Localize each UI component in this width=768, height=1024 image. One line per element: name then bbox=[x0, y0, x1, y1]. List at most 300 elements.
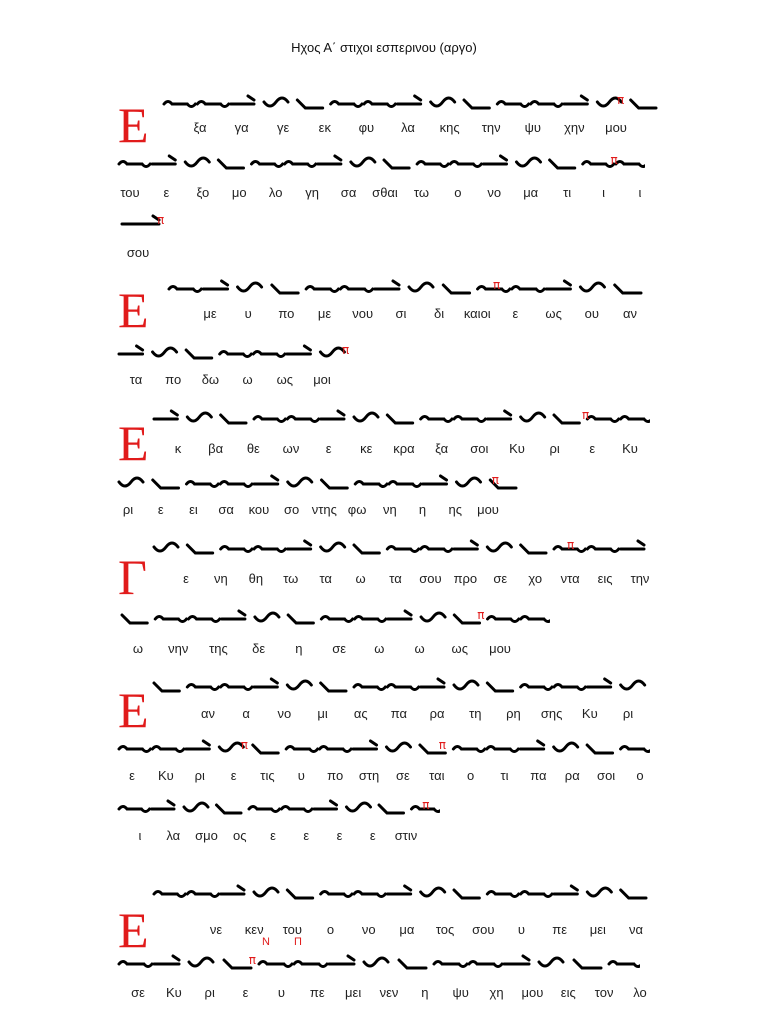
neume-mark bbox=[464, 100, 489, 108]
neume-mark bbox=[443, 285, 469, 293]
neume-mark bbox=[554, 886, 577, 894]
lyric-syllable: δι bbox=[434, 306, 445, 321]
neume-mark bbox=[421, 888, 445, 896]
lyric-syllable: στη bbox=[358, 768, 380, 783]
neume-mark bbox=[221, 886, 244, 894]
neume-mark bbox=[306, 287, 338, 292]
lyric-syllable: ω bbox=[242, 372, 253, 387]
neume-mark bbox=[539, 958, 563, 966]
lyric-syllable: ο bbox=[636, 768, 644, 783]
lyric-syllable: μου bbox=[489, 641, 511, 656]
lyric-syllable: ψυ bbox=[524, 120, 541, 135]
lyric-syllable: νο bbox=[487, 185, 502, 200]
neume-mark bbox=[364, 958, 388, 966]
lyric-syllable: σε bbox=[131, 985, 145, 1000]
lyric-syllable: σου bbox=[126, 245, 150, 260]
neume-mark bbox=[488, 617, 519, 622]
lyric-syllable: λο bbox=[633, 985, 647, 1000]
neume-mark bbox=[354, 545, 379, 553]
lyric-syllable: εις bbox=[560, 985, 576, 1000]
lyric-syllable: ε bbox=[512, 306, 519, 321]
martyria-pi: π bbox=[491, 473, 499, 487]
neume-mark bbox=[387, 685, 418, 690]
neume-mark bbox=[186, 350, 212, 358]
neume-mark bbox=[294, 962, 327, 967]
lyric-syllable: ρι bbox=[549, 441, 560, 456]
neume-mark bbox=[297, 100, 322, 108]
neume-mark bbox=[122, 216, 159, 224]
neume-mark bbox=[454, 615, 479, 623]
lyric-syllable: μει bbox=[345, 985, 362, 1000]
neume-mark bbox=[421, 679, 444, 687]
lyric-syllable: τα bbox=[129, 372, 143, 387]
neume-mark bbox=[154, 956, 179, 964]
lyric-syllable: εις bbox=[597, 571, 613, 586]
martyria-pi: π bbox=[610, 153, 618, 167]
lyric-syllable: φυ bbox=[358, 120, 375, 135]
neume-mark bbox=[431, 98, 455, 106]
neume-row bbox=[115, 735, 650, 765]
neume-mark bbox=[255, 613, 279, 621]
neume-mark bbox=[347, 803, 371, 811]
lyric-syllable: να bbox=[628, 922, 644, 937]
neume-mark bbox=[231, 96, 254, 104]
neume-mark bbox=[222, 611, 245, 619]
lyric-syllable: νεν bbox=[379, 985, 399, 1000]
lyric-syllable: κρα bbox=[393, 441, 415, 456]
neume-mark bbox=[197, 102, 228, 107]
neume-mark bbox=[314, 801, 337, 809]
neume-mark bbox=[546, 281, 570, 289]
lyric-syllable: τον bbox=[594, 985, 614, 1000]
lyric-syllable: νο bbox=[361, 922, 376, 937]
lyric-syllable: γε bbox=[277, 120, 290, 135]
neume-mark bbox=[320, 747, 351, 752]
neume-mark bbox=[583, 162, 614, 167]
neume-mark bbox=[184, 803, 208, 811]
lyric-syllable: υ bbox=[244, 306, 252, 321]
lyric-syllable: ι bbox=[138, 828, 142, 843]
lyric-syllable: ξα bbox=[435, 441, 449, 456]
neume-mark bbox=[434, 962, 467, 967]
neume-mark bbox=[119, 747, 150, 752]
lyric-syllable: Κυ bbox=[622, 441, 638, 456]
lyric-syllable: λα bbox=[166, 828, 181, 843]
neume-mark bbox=[504, 956, 529, 964]
lyric-syllable: της bbox=[209, 641, 228, 656]
lyric-syllable: μου bbox=[605, 120, 627, 135]
neume-mark bbox=[217, 805, 242, 813]
neume-row bbox=[165, 275, 645, 305]
neume-mark bbox=[550, 160, 575, 168]
drop-capital: Ε bbox=[118, 97, 149, 153]
neume-mark bbox=[574, 960, 601, 968]
neume-mark bbox=[285, 162, 316, 167]
martyria-pi: π bbox=[248, 953, 256, 967]
neume-mark bbox=[564, 96, 587, 104]
neume-mark bbox=[254, 476, 278, 484]
neume-mark bbox=[609, 962, 640, 967]
lyric-syllable: ρα bbox=[429, 706, 445, 721]
neume-mark bbox=[287, 417, 318, 422]
lyric-syllable: πο bbox=[165, 372, 182, 387]
neume-mark bbox=[487, 683, 512, 691]
neume-mark bbox=[621, 681, 645, 689]
neume-mark bbox=[354, 685, 385, 690]
neume-mark bbox=[554, 685, 585, 690]
lyric-syllable: τω bbox=[413, 185, 429, 200]
lyric-syllable: ε bbox=[242, 985, 249, 1000]
neume-mark bbox=[521, 545, 546, 553]
neume-mark bbox=[321, 543, 345, 551]
lyric-syllable: μι bbox=[317, 706, 328, 721]
neume-mark bbox=[186, 741, 209, 749]
lyric-syllable: α bbox=[242, 706, 250, 721]
lyric-syllable: ρι bbox=[194, 768, 205, 783]
neume-row bbox=[150, 673, 650, 703]
lyric-syllable: υ bbox=[297, 768, 305, 783]
neume-mark bbox=[185, 158, 209, 166]
lyric-syllable: μου bbox=[521, 985, 544, 1000]
lyric-syllable: του bbox=[282, 922, 303, 937]
lyric-syllable: μα bbox=[399, 922, 415, 937]
neume-mark bbox=[220, 482, 252, 487]
lyric-syllable: ο bbox=[467, 768, 475, 783]
lyric-syllable: νη bbox=[382, 502, 397, 517]
neume-mark bbox=[254, 417, 285, 422]
neume-mark bbox=[454, 541, 477, 549]
lyric-syllable: σα bbox=[218, 502, 234, 517]
neume-row bbox=[150, 405, 650, 435]
neume-mark bbox=[387, 415, 412, 423]
neume-mark bbox=[621, 541, 644, 549]
neume-mark bbox=[387, 886, 410, 894]
neume-mark bbox=[288, 615, 313, 623]
lyric-syllable: νη bbox=[214, 571, 228, 586]
neume-mark bbox=[521, 685, 552, 690]
lyric-syllable: χο bbox=[528, 571, 543, 586]
neume-mark bbox=[554, 743, 578, 751]
neume-mark bbox=[122, 615, 147, 623]
lyric-syllable: νου bbox=[352, 306, 374, 321]
lyric-syllable: ε bbox=[157, 502, 164, 517]
neume-mark bbox=[399, 960, 426, 968]
lyric-syllable: τι bbox=[563, 185, 572, 200]
lyric-syllable: ι bbox=[602, 185, 606, 200]
neume-mark bbox=[520, 741, 543, 749]
lyric-syllable: προ bbox=[453, 571, 478, 586]
lyric-syllable: ας bbox=[353, 706, 368, 721]
lyric-syllable: κ bbox=[174, 441, 182, 456]
lyric-syllable: την bbox=[630, 571, 650, 586]
lyric-syllable: σα bbox=[340, 185, 357, 200]
lyric-syllable: λο bbox=[268, 185, 283, 200]
martyria-pi: π bbox=[240, 738, 248, 752]
lyric-syllable: ο bbox=[326, 922, 335, 937]
neume-mark bbox=[409, 283, 433, 291]
neume-mark bbox=[512, 287, 544, 292]
lyric-syllable: Κυ bbox=[581, 706, 598, 721]
neume-mark bbox=[254, 547, 285, 552]
lyric-syllable: ω bbox=[414, 641, 425, 656]
neume-mark bbox=[453, 747, 484, 752]
neume-mark bbox=[282, 807, 313, 812]
neume-mark bbox=[450, 162, 481, 167]
lyric-syllable: ρη bbox=[506, 706, 521, 721]
neume-mark bbox=[621, 417, 650, 422]
neume-mark bbox=[354, 413, 378, 421]
neume-mark bbox=[531, 102, 562, 107]
neume-mark bbox=[203, 281, 227, 289]
lyric-syllable: ο bbox=[454, 185, 462, 200]
neume-mark bbox=[287, 681, 311, 689]
neume-mark bbox=[187, 482, 219, 487]
lyric-syllable: τι bbox=[500, 768, 509, 783]
lyric-syllable: ε bbox=[325, 441, 332, 456]
lyric-syllable: ε bbox=[183, 571, 189, 586]
lyric-syllable: σοι bbox=[597, 768, 616, 783]
neume-mark bbox=[621, 747, 650, 752]
lyric-syllable: κης bbox=[439, 120, 460, 135]
lyric-syllable: αν bbox=[200, 706, 216, 721]
neume-mark bbox=[253, 745, 278, 753]
lyric-syllable: ων bbox=[282, 441, 300, 456]
lyric-syllable: πο bbox=[278, 306, 295, 321]
neume-row bbox=[115, 150, 645, 180]
lyric-syllable: σο bbox=[283, 502, 300, 517]
neume-mark bbox=[421, 613, 445, 621]
neume-mark bbox=[221, 685, 252, 690]
martyria-pi: π bbox=[477, 608, 485, 622]
lyric-syllable: ρι bbox=[204, 985, 215, 1000]
lyric-syllable: μα bbox=[523, 185, 539, 200]
neume-mark bbox=[587, 679, 610, 687]
neume-mark bbox=[364, 102, 395, 107]
lyric-syllable: μοι bbox=[313, 372, 331, 387]
neume-mark bbox=[259, 962, 292, 967]
martyria-pi: π bbox=[342, 343, 350, 357]
drop-capital: Γ bbox=[118, 549, 147, 605]
lyric-syllable: δε bbox=[252, 641, 266, 656]
lyric-syllable: ρι bbox=[622, 706, 634, 721]
lyric-syllable: σμο bbox=[195, 828, 218, 843]
lyric-syllable: τα bbox=[389, 571, 402, 586]
lyric-syllable: σοι bbox=[470, 441, 489, 456]
neume-mark bbox=[119, 807, 150, 812]
lyric-syllable: ε bbox=[230, 768, 237, 783]
lyric-syllable: Κυ bbox=[157, 768, 174, 783]
lyric-syllable: ε bbox=[336, 828, 343, 843]
neume-mark bbox=[221, 415, 246, 423]
neume-mark bbox=[119, 162, 150, 167]
lyric-syllable: η bbox=[418, 502, 427, 517]
neume-mark bbox=[375, 281, 399, 289]
lyric-syllable: η bbox=[421, 985, 429, 1000]
lyric-syllable: θη bbox=[248, 571, 264, 586]
lyric-syllable: τα bbox=[319, 571, 332, 586]
neume-mark bbox=[169, 287, 201, 292]
neume-row bbox=[115, 340, 350, 370]
neume-mark bbox=[154, 683, 179, 691]
lyric-syllable: σε bbox=[493, 571, 508, 586]
neume-mark bbox=[164, 102, 195, 107]
neume-mark bbox=[152, 801, 175, 809]
lyric-syllable: ω bbox=[355, 571, 366, 586]
neume-mark bbox=[379, 805, 404, 813]
neume-mark bbox=[224, 960, 251, 968]
neume-mark bbox=[384, 160, 409, 168]
neume-mark bbox=[287, 541, 310, 549]
neume-mark bbox=[187, 892, 218, 897]
neume-mark bbox=[517, 158, 541, 166]
neume-mark bbox=[321, 411, 344, 419]
drop-capital: Ε bbox=[118, 682, 149, 738]
neume-mark bbox=[329, 956, 354, 964]
neume-mark bbox=[218, 160, 243, 168]
lyric-syllable: τω bbox=[283, 571, 299, 586]
neume-mark bbox=[487, 543, 511, 551]
neume-mark bbox=[587, 888, 611, 896]
lyric-syllable: στιν bbox=[394, 828, 418, 843]
neume-mark bbox=[587, 745, 612, 753]
neume-row bbox=[115, 795, 440, 825]
lyric-syllable: τος bbox=[435, 922, 455, 937]
lyric-syllable: πα bbox=[390, 706, 408, 721]
lyric-syllable: ω bbox=[132, 641, 144, 656]
neume-mark bbox=[521, 892, 552, 897]
neume-mark bbox=[287, 890, 312, 898]
lyric-syllable: κε bbox=[360, 441, 373, 456]
lyric-syllable: νην bbox=[168, 641, 189, 656]
neume-mark bbox=[355, 482, 387, 487]
neume-mark bbox=[616, 162, 645, 167]
lyric-syllable: δω bbox=[201, 372, 220, 387]
neume-row bbox=[115, 470, 520, 500]
neume-mark bbox=[454, 417, 485, 422]
neume-mark bbox=[187, 685, 218, 690]
neume-mark bbox=[254, 679, 277, 687]
neume-mark bbox=[219, 743, 243, 751]
neume-mark bbox=[249, 807, 280, 812]
neume-mark bbox=[154, 411, 177, 419]
lyric-syllable: Κυ bbox=[509, 441, 525, 456]
neume-mark bbox=[421, 547, 452, 552]
lyric-syllable: ε bbox=[270, 828, 276, 843]
lyric-syllable: θε bbox=[246, 441, 260, 456]
neume-mark bbox=[287, 346, 311, 354]
martyria-ni: Ν bbox=[262, 936, 270, 948]
lyric-syllable: ης bbox=[448, 502, 463, 517]
lyric-syllable: σθαι bbox=[372, 185, 398, 200]
lyric-syllable: βα bbox=[208, 441, 224, 456]
neume-mark bbox=[322, 480, 348, 488]
lyric-syllable: σι bbox=[395, 306, 407, 321]
lyric-syllable: γα bbox=[234, 120, 249, 135]
neume-mark bbox=[587, 547, 618, 552]
neume-mark bbox=[188, 617, 219, 622]
lyric-syllable: ψυ bbox=[452, 985, 469, 1000]
lyric-syllable: ε bbox=[303, 828, 310, 843]
page-title: Ηχος Α΄ στιχοι εσπερινου (αργο) bbox=[291, 40, 477, 55]
neume-mark bbox=[153, 348, 177, 356]
lyric-syllable: χη bbox=[489, 985, 504, 1000]
lyric-syllable: νο bbox=[277, 706, 292, 721]
lyric-syllable: τις bbox=[260, 768, 275, 783]
neume-mark bbox=[154, 892, 185, 897]
neume-mark bbox=[286, 747, 317, 752]
neume-mark bbox=[497, 102, 528, 107]
lyric-syllable: η bbox=[295, 641, 303, 656]
lyric-syllable: λα bbox=[401, 120, 415, 135]
neume-mark bbox=[221, 547, 252, 552]
neume-mark bbox=[387, 743, 411, 751]
lyric-syllable: ως bbox=[451, 641, 468, 656]
neume-mark bbox=[272, 285, 298, 293]
neume-row bbox=[118, 210, 165, 240]
martyria-pi: π bbox=[582, 408, 590, 422]
neume-mark bbox=[580, 283, 604, 291]
neume-mark bbox=[521, 617, 550, 622]
neume-mark bbox=[353, 741, 376, 749]
lyric-syllable: ξο bbox=[196, 185, 210, 200]
lyric-syllable: ρι bbox=[122, 502, 134, 517]
lyric-syllable: του bbox=[120, 185, 140, 200]
lyric-syllable: πα bbox=[530, 768, 547, 783]
martyria-ni-pa bbox=[262, 936, 302, 948]
lyric-syllable: αν bbox=[622, 306, 638, 321]
neume-mark bbox=[454, 890, 479, 898]
lyric-syllable: πε bbox=[552, 922, 568, 937]
lyric-syllable: σε bbox=[396, 768, 410, 783]
neume-mark bbox=[417, 162, 448, 167]
lyric-syllable: νε bbox=[209, 922, 223, 937]
neume-mark bbox=[154, 543, 178, 551]
lyric-syllable: ε bbox=[589, 441, 596, 456]
neume-mark bbox=[483, 156, 506, 164]
neume-mark bbox=[238, 283, 262, 291]
neume-mark bbox=[187, 413, 211, 421]
neume-row bbox=[150, 535, 650, 565]
neume-mark bbox=[521, 413, 545, 421]
lyric-syllable: ω bbox=[374, 641, 385, 656]
neume-mark bbox=[487, 747, 518, 752]
lyric-syllable: ει bbox=[189, 502, 198, 517]
lyric-syllable: ος bbox=[233, 828, 247, 843]
lyric-syllable: ται bbox=[429, 768, 445, 783]
neume-mark bbox=[152, 156, 175, 164]
lyric-syllable: κεν bbox=[244, 922, 264, 937]
martyria-pi: π bbox=[157, 213, 165, 227]
neume-mark bbox=[321, 617, 352, 622]
lyric-syllable: με bbox=[317, 306, 332, 321]
neume-mark bbox=[423, 476, 447, 484]
lyric-syllable: φω bbox=[347, 502, 367, 517]
neume-mark bbox=[264, 98, 288, 106]
lyric-syllable: κου bbox=[248, 502, 270, 517]
neume-mark bbox=[631, 100, 656, 108]
neume-mark bbox=[621, 890, 646, 898]
lyric-syllable: ε bbox=[129, 768, 135, 783]
lyric-syllable: μο bbox=[231, 185, 247, 200]
neume-mark bbox=[331, 102, 362, 107]
neume-mark bbox=[155, 617, 186, 622]
neume-mark bbox=[153, 480, 179, 488]
martyria-pa: Π bbox=[293, 936, 302, 948]
lyric-syllable: σου bbox=[419, 571, 442, 586]
lyric-syllable: υ bbox=[277, 985, 285, 1000]
neume-mark bbox=[469, 962, 502, 967]
lyric-syllable: με bbox=[203, 306, 217, 321]
